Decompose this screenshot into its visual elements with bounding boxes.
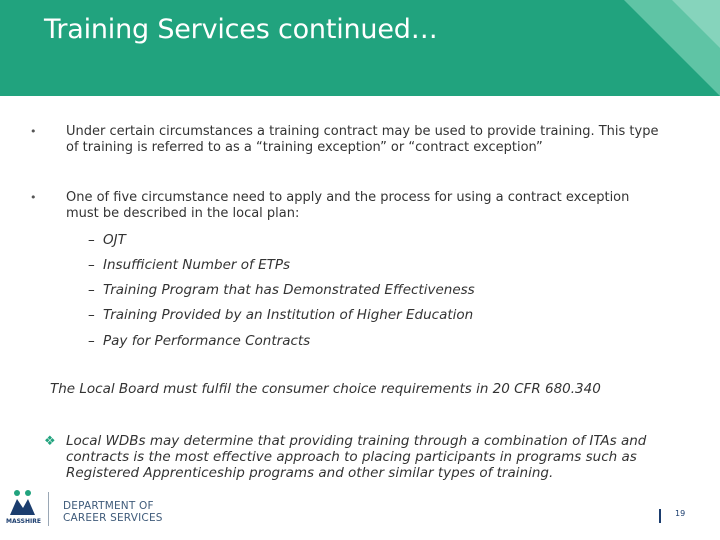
bullet-icon: • bbox=[30, 191, 37, 204]
slide-title: Training Services continued… bbox=[44, 14, 438, 45]
sub-item-text: OJT bbox=[103, 232, 126, 248]
diamond-bullet-icon: ❖ bbox=[44, 434, 56, 449]
dept-line-2: CAREER SERVICES bbox=[63, 512, 163, 524]
sub-item-text: Training Program that has Demonstrated Effectiveness bbox=[103, 282, 475, 298]
page-number-bar bbox=[659, 509, 661, 523]
masshire-logo bbox=[6, 488, 40, 530]
dash-icon: – bbox=[88, 257, 95, 273]
footer-divider bbox=[48, 492, 49, 526]
dash-icon: – bbox=[88, 333, 95, 349]
sub-item-text: Insufficient Number of ETPs bbox=[103, 257, 291, 273]
consumer-choice-note: The Local Board must fulfil the consumer choice requirements in 20 CFR 680.340 bbox=[50, 381, 601, 397]
dash-icon: – bbox=[88, 282, 95, 298]
local-wdb-text: Local WDBs may determine that providing training through a combination of ITAs and contracts is the most effective approach to placing participants in programs such as Registered Apprenticeship programs and other similar types of training. bbox=[66, 433, 647, 481]
dept-line-1: DEPARTMENT OF bbox=[63, 500, 154, 512]
bullet-text: Under certain circumstances a training contract may be used to provide training. This type of training is referred to as a “training exception” or “contract exception” bbox=[66, 124, 659, 155]
page-number: 19 bbox=[675, 509, 686, 518]
footer bbox=[0, 488, 720, 540]
sub-item-text: Training Provided by an Institution of Higher Education bbox=[103, 307, 474, 323]
logo-brand-text: MASSHIRE bbox=[6, 518, 41, 525]
dash-icon: – bbox=[88, 307, 95, 323]
bullet-icon: • bbox=[30, 125, 37, 138]
dash-icon: – bbox=[88, 232, 95, 248]
sub-item-text: Pay for Performance Contracts bbox=[103, 333, 311, 349]
department-name bbox=[63, 500, 163, 524]
bullet-text: One of five circumstance need to apply and the process for using a contract exception must be described in the local plan: bbox=[66, 190, 630, 221]
logo-figure-icon bbox=[6, 488, 40, 518]
